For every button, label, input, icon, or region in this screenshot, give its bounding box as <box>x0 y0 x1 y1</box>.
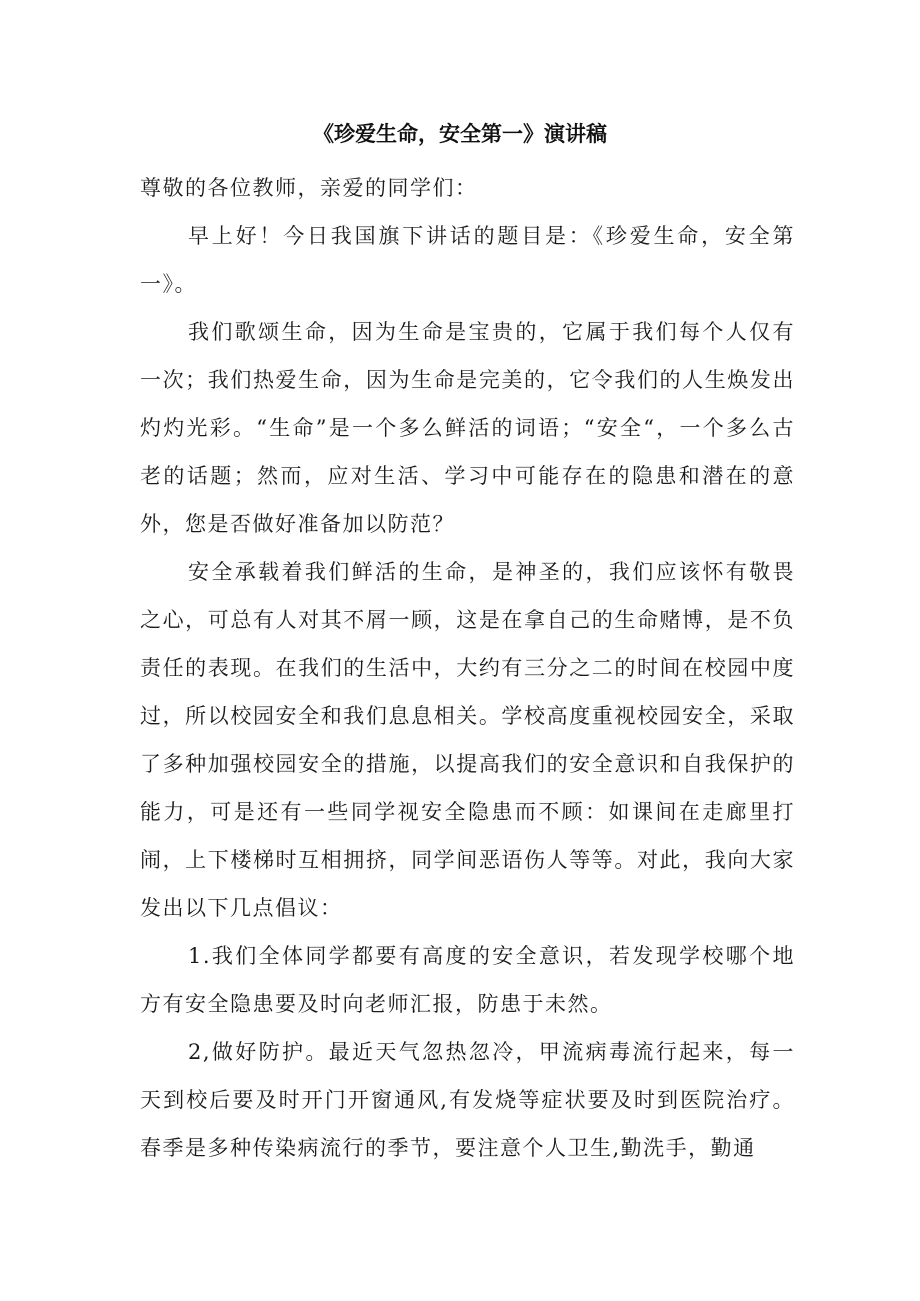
proposal-item-1: 1.我们全体同学都要有高度的安全意识，若发现学校哪个地方有安全隐患要及时向老师汇报，防患于未然。 <box>140 944 795 1016</box>
document-body <box>140 164 795 1172</box>
document-title: 《珍爱生命，安全第一》演讲稿 <box>313 122 607 146</box>
paragraph-praise-life: 我们歌颂生命，因为生命是宝贵的，它属于我们每个人仅有一次；我们热爱生命，因为生命是完美的，它令我们的人生焕发出灼灼光彩。“生命”是一个多么鲜活的词语；“安全“，一个多么古老的话题；然而，应对生活、学习中可能存在的隐患和潜在的意外，您是否做好准备加以防范？ <box>140 320 795 536</box>
salutation: 尊敬的各位教师，亲爱的同学们： <box>140 176 478 200</box>
paragraph-campus-safety: 安全承载着我们鲜活的生命，是神圣的，我们应该怀有敬畏之心，可总有人对其不屑一顾，这是在拿自己的生命赌博，是不负责任的表现。在我们的生活中，大约有三分之二的时间在校园中度过，所以校园安全和我们息息相关。学校高度重视校园安全，采取了多种加强校园安全的措施，以提高我们的安全意识和自我保护的能力，可是还有一些同学视安全隐患而不顾：如课间在走廊里打闹，上下楼梯时互相拥挤，同学间恶语伤人等等。对此，我向大家发出以下几点倡议： <box>140 560 795 920</box>
paragraph-greeting: 早上好！今日我国旗下讲话的题目是：《珍爱生命，安全第一》。 <box>140 224 795 296</box>
proposal-item-2: 2,做好防护。最近天气忽热忽冷，甲流病毒流行起来，每一天到校后要及时开门开窗通风,有发烧等症状要及时到医院治疗。春季是多种传染病流行的季节，要注意个人卫生,勤洗手，勤通 <box>140 1040 795 1160</box>
